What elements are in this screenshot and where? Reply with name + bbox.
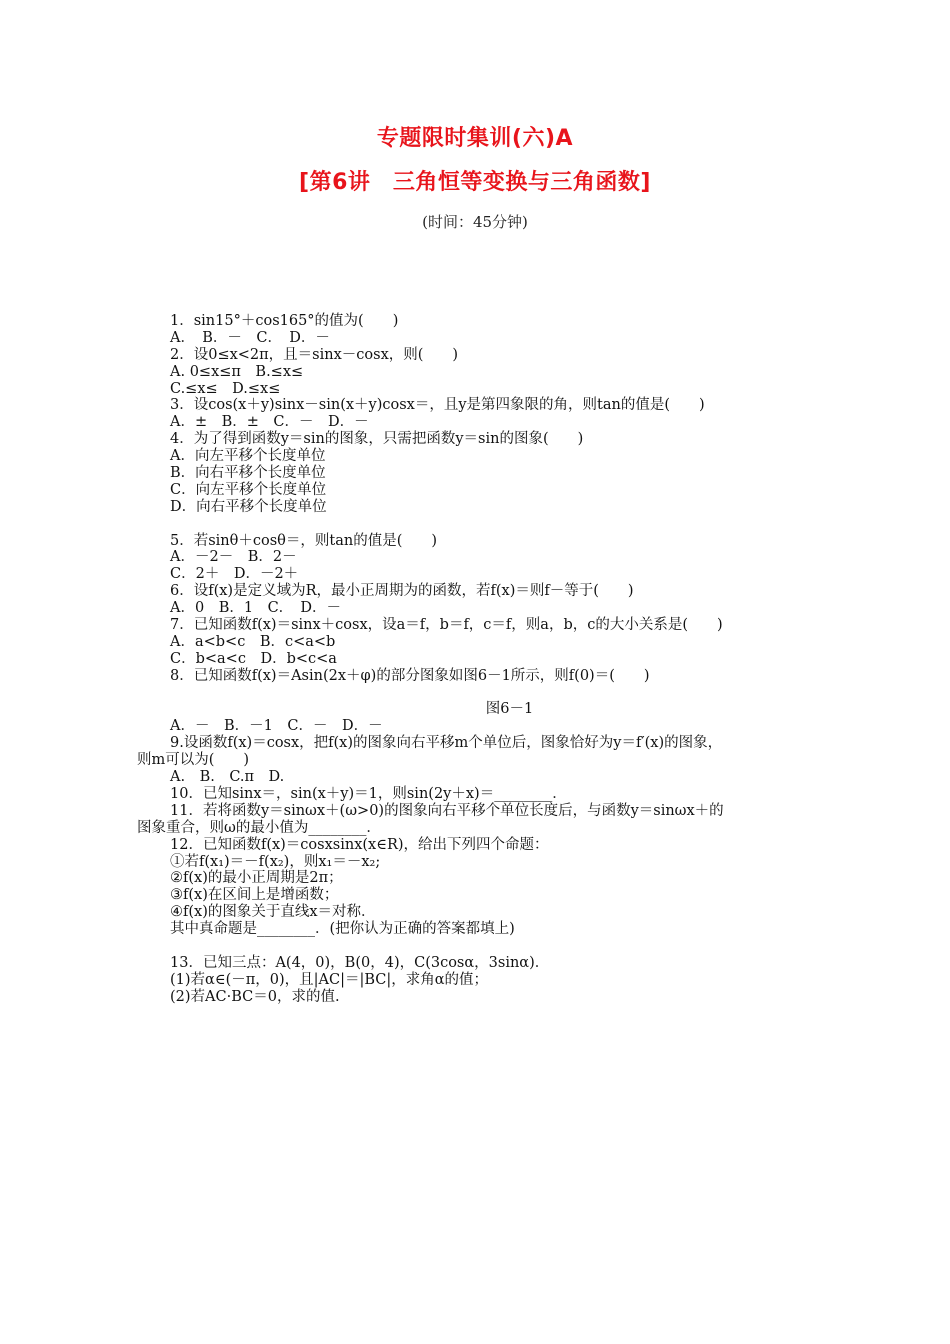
text-line: A．向左平移个长度单位 bbox=[170, 448, 326, 465]
text-line: A． B．－ C． D．－ bbox=[170, 329, 330, 346]
text-line: 9.设函数f(x)＝cosx，把f(x)的图象向右平移m个单位后，图象恰好为y＝f′(x)的图象， bbox=[170, 735, 723, 752]
time-limit: (时间：45分钟) bbox=[422, 213, 528, 231]
document-subtitle: [第6讲 三角恒等变换与三角函数] bbox=[299, 170, 651, 195]
text-line: C．2＋ D．－2＋ bbox=[170, 566, 299, 583]
text-line bbox=[137, 685, 827, 702]
question-body bbox=[137, 313, 827, 1006]
text-line: 其中真命题是________．(把你认为正确的答案都填上) bbox=[170, 921, 515, 938]
text-line: C.≤x≤ D.≤x≤ bbox=[170, 380, 281, 397]
text-line: 8．已知函数f(x)＝Asin(2x＋φ)的部分图象如图6－1所示，则f(0)＝( ) bbox=[170, 667, 650, 684]
text-line: A．a<b<c B．c<a<b bbox=[170, 633, 336, 650]
text-line: 12．已知函数f(x)＝cosxsinx(x∈R)，给出下列四个命题： bbox=[170, 836, 549, 853]
text-line: 7．已知函数f(x)＝sinx＋cosx，设a＝f，b＝f，c＝f，则a，b，c的大小关系是( ) bbox=[170, 617, 723, 634]
text-line: 10．已知sinx＝，sin(x＋y)＝1，则sin(2y＋x)＝________． bbox=[170, 785, 567, 802]
text-line: 13．已知三点：A(4，0)，B(0，4)，C(3cosα，3sinα)． bbox=[170, 954, 550, 971]
text-line: A．－ B．－1 C．－ D．－ bbox=[170, 718, 383, 735]
text-line: 5．若sinθ＋cosθ＝，则tan的值是( ) bbox=[170, 532, 438, 549]
figure-caption: 图6－1 bbox=[485, 701, 534, 718]
text-line: (1)若α∈(－π，0)，且|AC|＝|BC|，求角α的值； bbox=[170, 971, 489, 988]
text-line bbox=[137, 938, 827, 955]
text-line: 图象重合，则ω的最小值为________． bbox=[137, 819, 381, 836]
text-line: 2．设0≤x<2π，且＝sinx－cosx，则( ) bbox=[170, 346, 459, 363]
text-line: ②f(x)的最小正周期是2π； bbox=[170, 870, 343, 887]
text-line: A．± B．± C．－ D．－ bbox=[170, 414, 369, 431]
text-line: 则m可以为( ) bbox=[137, 752, 250, 769]
text-line: A．－2－ B．2－ bbox=[170, 549, 297, 566]
text-line: ④f(x)的图象关于直线x＝对称． bbox=[170, 904, 376, 921]
text-line: A. B. C.π D. bbox=[170, 769, 285, 786]
text-line: 1．sin15°＋cos165°的值为( ) bbox=[170, 313, 399, 329]
text-line: 4．为了得到函数y＝sin的图象，只需把函数y＝sin的图象( ) bbox=[170, 431, 584, 448]
text-line: ①若f(x₁)＝－f(x₂)，则x₁＝－x₂; bbox=[170, 853, 381, 870]
text-line: B．向右平移个长度单位 bbox=[170, 465, 326, 482]
text-line: 3．设cos(x＋y)sinx－sin(x＋y)cosx＝，且y是第四象限的角，则tan的值是( ) bbox=[170, 397, 705, 414]
text-line: D．向右平移个长度单位 bbox=[170, 498, 327, 515]
text-line: 6．设f(x)是定义域为R，最小正周期为的函数，若f(x)＝则f－等于( ) bbox=[170, 583, 634, 600]
text-line: ③f(x)在区间上是增函数； bbox=[170, 887, 339, 904]
text-line: C．向左平移个长度单位 bbox=[170, 481, 327, 498]
text-line: 11．若将函数y＝sinωx＋(ω>0)的图象向右平移个单位长度后，与函数y＝sinωx＋的 bbox=[170, 802, 724, 819]
document-title: 专题限时集训(六)A bbox=[376, 126, 574, 151]
text-line: (2)若AC·BC＝0，求的值. bbox=[170, 988, 340, 1005]
text-line: C．b<a<c D．b<c<a bbox=[170, 650, 337, 667]
text-line: A. 0≤x≤π B.≤x≤ bbox=[170, 363, 304, 380]
text-line: A．0 B．1 C． D．－ bbox=[170, 600, 342, 617]
text-line bbox=[137, 516, 827, 533]
